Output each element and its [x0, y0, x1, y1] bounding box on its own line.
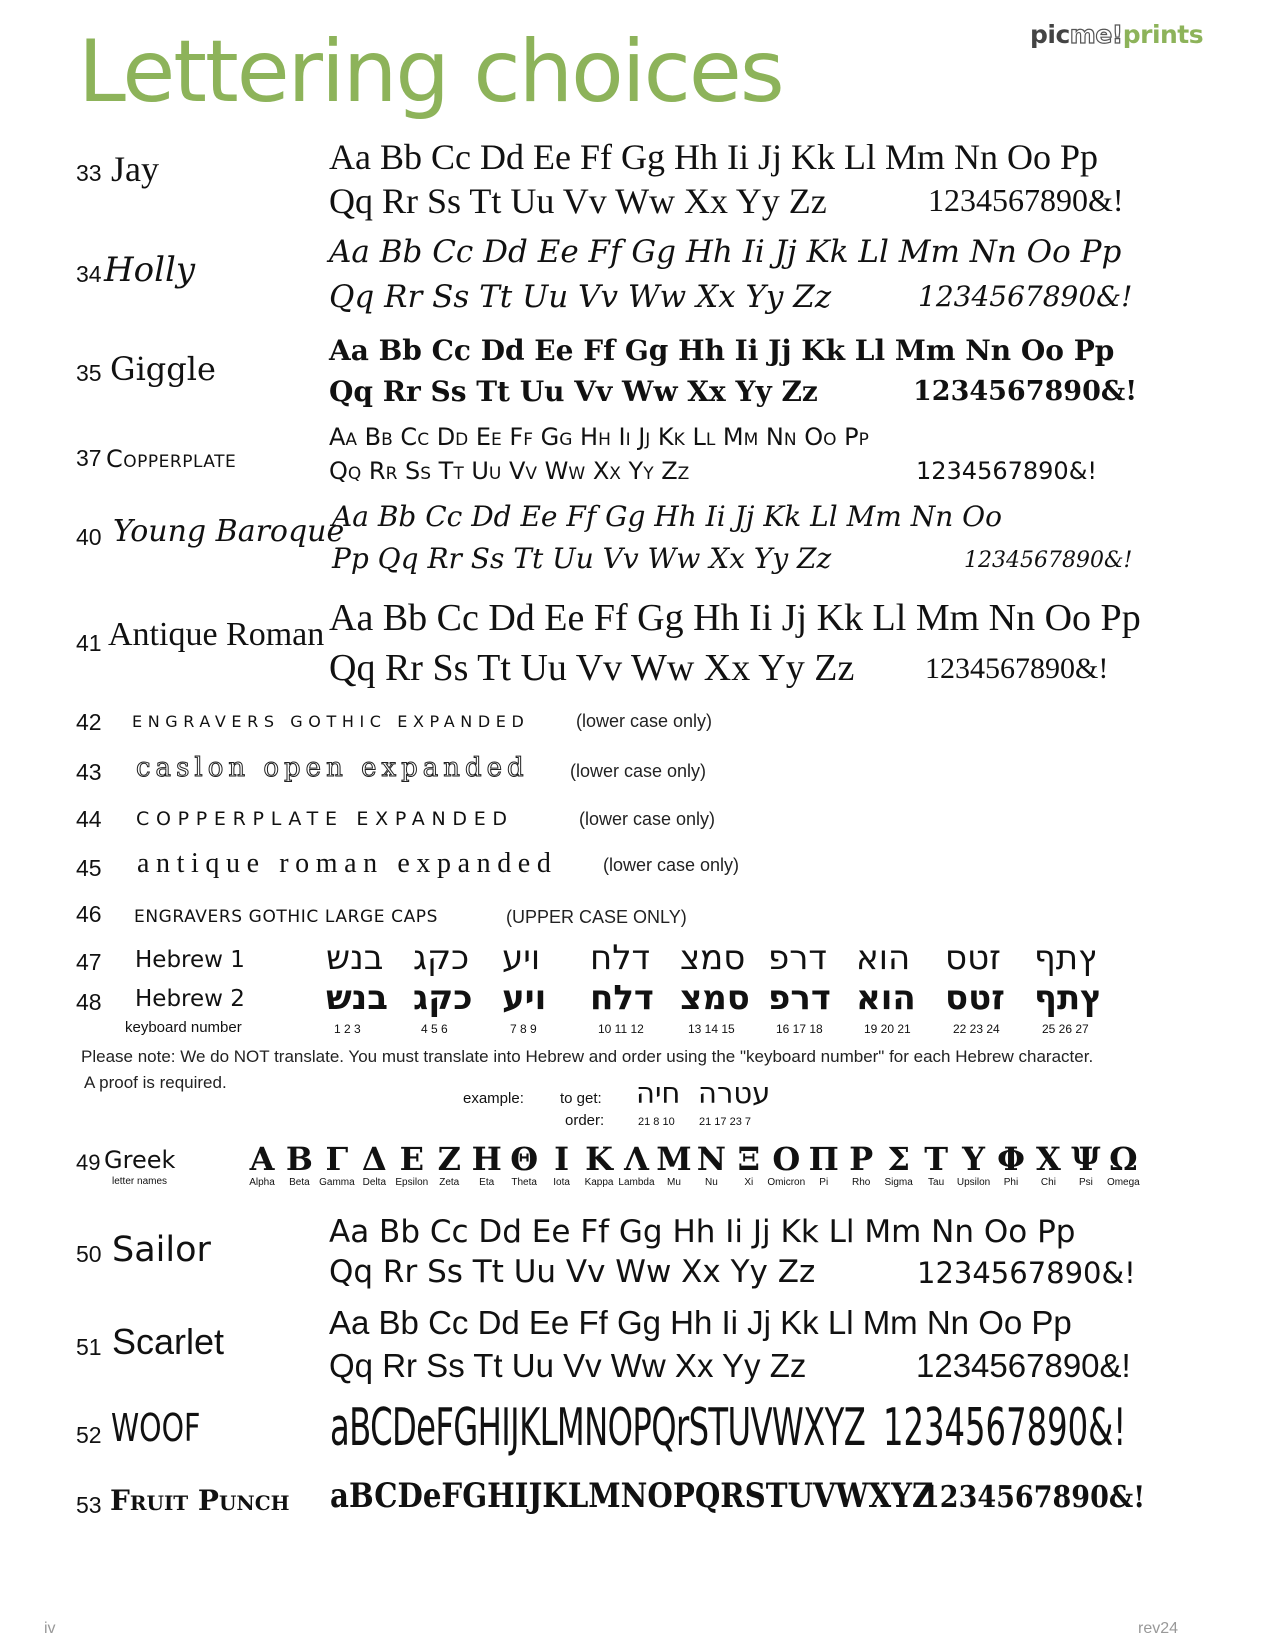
greek-letter: Ρ	[849, 1140, 874, 1178]
font-name: Hebrew 1	[135, 947, 245, 973]
sample-line-1: Aa Bb Cc Dd Ee Ff Gg Hh Ii Jj Kk Ll Mm Nn Oo	[332, 500, 1002, 533]
sample-line-1: Aa Bb Cc Dd Ee Ff Gg Hh Ii Jj Kk Ll Mm Nn Oo Pp	[329, 597, 1141, 639]
font-number: 50	[76, 1241, 102, 1267]
greek-letter-name: Chi	[1040, 1177, 1056, 1188]
greek-letter-name: Epsilon	[395, 1177, 429, 1188]
font-number: 45	[76, 855, 102, 881]
greek-letter-name: Phi	[1003, 1177, 1019, 1188]
greek-letter-name: Alpha	[249, 1177, 275, 1188]
greek-letter: Δ	[361, 1140, 387, 1178]
order-label: order:	[565, 1112, 605, 1129]
keyboard-numbers: 1 2 3	[334, 1022, 361, 1036]
greek-letter-name: Kappa	[584, 1177, 614, 1188]
font-note: (lower case only)	[579, 809, 716, 829]
font-name: ENGRAVERS GOTHIC LARGE CAPS	[134, 907, 439, 927]
font-name: Jay	[111, 149, 159, 189]
greek-letter: Σ	[887, 1140, 910, 1178]
greek-letter-name: Mu	[666, 1177, 681, 1188]
example-hebrew-word: חיה	[636, 1076, 681, 1110]
font-number: 37	[76, 445, 102, 471]
greek-letter: Τ	[924, 1140, 948, 1178]
font-name: Young Baroque	[113, 514, 345, 549]
sample-line-2: Pp Qq Rr Ss Tt Uu Vv Ww Xx Yy Zz	[332, 542, 832, 575]
font-name: ENGRAVERS GOTHIC EXPANDED	[132, 712, 530, 731]
greek-letter-name: Gamma	[319, 1177, 355, 1188]
font-name: caslon open expanded	[136, 753, 529, 783]
greek-letter: Ξ	[737, 1140, 761, 1178]
greek-letter: Χ	[1036, 1140, 1061, 1178]
font-name: Hebrew 2	[135, 986, 245, 1012]
greek-letter-name: Pi	[819, 1177, 829, 1188]
font-name: WOOF	[111, 1406, 201, 1450]
sample-digits: 1234567890&!	[918, 280, 1133, 313]
hebrew-2-group: ויע	[502, 978, 547, 1018]
font-name: Greek	[104, 1146, 176, 1174]
font-note: (lower case only)	[603, 855, 740, 875]
greek-letter-name: Omicron	[767, 1177, 806, 1188]
font-name: Giggle	[110, 350, 216, 388]
greek-letter-name: Zeta	[439, 1177, 460, 1188]
keyboard-numbers: 19 20 21	[864, 1022, 911, 1036]
sample-line-1: aBCDeFGHIJKLMNOPQrSTUVWXYZ	[330, 1398, 866, 1458]
example-hebrew-word: עטרה	[698, 1076, 771, 1110]
sample-digits: 1234567890&!	[964, 548, 1133, 573]
sample-digits: 1234567890&!	[925, 652, 1109, 685]
revision-label: rev24	[1138, 1620, 1179, 1637]
sample-digits: 1234567890&!	[917, 1256, 1136, 1290]
hebrew-1-group: הוא	[856, 938, 911, 978]
hebrew-2-group: סמצ	[680, 978, 750, 1018]
font-name: Copperplate	[106, 445, 237, 473]
font-name: Sailor	[112, 1230, 211, 1270]
sample-line-2: Qq Rr Ss Tt Uu Vv Ww Xx Yy Zz	[329, 1254, 816, 1290]
sample-digits: 1234567890&!	[883, 1398, 1127, 1458]
greek-letter: Ε	[399, 1140, 424, 1178]
greek-letter: Κ	[585, 1140, 613, 1178]
greek-letter: Μ	[656, 1140, 692, 1178]
sample-line-2: Qq Rr Ss Tt Uu Vv Ww Xx Yy Zz	[329, 457, 690, 485]
font-note: (lower case only)	[570, 761, 707, 781]
hebrew-2-group: הוא	[856, 978, 916, 1018]
greek-letter: Β	[285, 1140, 313, 1178]
greek-letter-name: Theta	[511, 1177, 537, 1188]
brand-logo: picme!prints	[1030, 20, 1204, 49]
sample-line-1: Aa Bb Cc Dd Ee Ff Gg Hh Ii Jj Kk Ll Mm Nn Oo Pp	[329, 137, 1098, 177]
hebrew-1-group: סמצ	[680, 938, 746, 978]
font-number: 51	[76, 1334, 102, 1360]
greek-letter-name: Delta	[362, 1177, 387, 1188]
font-number: 44	[76, 806, 102, 832]
greek-letter-name: Rho	[852, 1177, 871, 1188]
sample-digits: 1234567890&!	[921, 1480, 1146, 1515]
hebrew-note: Please note: We do NOT translate. You must translate into Hebrew and order using the "keyboard number" for each Hebrew character.	[81, 1047, 1094, 1066]
keyboard-numbers: 22 23 24	[953, 1022, 1000, 1036]
hebrew-2-group: דרפ	[768, 978, 831, 1018]
keyboard-numbers: 25 26 27	[1042, 1022, 1089, 1036]
font-note: (UPPER CASE ONLY)	[506, 907, 687, 927]
hebrew-2-group: כקג	[413, 978, 473, 1018]
hebrew-1-group: דלח	[590, 938, 651, 978]
greek-letter: Ν	[696, 1140, 727, 1178]
sample-digits: 1234567890&!	[916, 1347, 1131, 1384]
hebrew-1-group: ויע	[502, 938, 541, 978]
font-number: 47	[76, 949, 102, 975]
font-name: Antique Roman	[108, 616, 325, 653]
greek-letter-name: Iota	[553, 1177, 570, 1188]
greek-letter: Ο	[772, 1140, 801, 1178]
sample-line-1: Aa Bb Cc Dd Ee Ff Gg Hh Ii Jj Kk Ll Mm Nn Oo Pp	[329, 423, 869, 451]
keyboard-numbers: 16 17 18	[776, 1022, 823, 1036]
greek-letter-name: Sigma	[884, 1177, 913, 1188]
letter-names-label: letter names	[112, 1176, 168, 1187]
hebrew-1-group: בנש	[326, 938, 384, 978]
font-name: Holly	[104, 250, 196, 290]
sample-line-2: Qq Rr Ss Tt Uu Vv Ww Xx Yy Zz	[329, 1347, 807, 1384]
proof-note: A proof is required.	[84, 1073, 227, 1092]
font-note: (lower case only)	[576, 711, 713, 731]
greek-letter: Η	[471, 1140, 502, 1178]
to-get-label: to get:	[560, 1090, 602, 1107]
greek-letter: Π	[808, 1140, 839, 1178]
greek-letter: Υ	[962, 1140, 985, 1178]
font-number: 49	[76, 1150, 101, 1175]
greek-letter-name: Omega	[1106, 1177, 1140, 1188]
greek-letter-name: Nu	[704, 1177, 718, 1188]
hebrew-2-group: ץתף	[1034, 978, 1103, 1018]
greek-letter: Ι	[554, 1140, 570, 1178]
font-number: 43	[76, 759, 102, 785]
keyboard-numbers: 10 11 12	[598, 1022, 644, 1036]
page-title: Lettering choices	[78, 22, 783, 122]
font-number: 33	[76, 160, 102, 186]
font-name: Scarlet	[112, 1321, 225, 1362]
greek-letter-name: Psi	[1078, 1177, 1093, 1188]
greek-letter: Φ	[997, 1140, 1025, 1178]
sample-line-1: Aa Bb Cc Dd Ee Ff Gg Hh Ii Jj Kk Ll Mm Nn Oo Pp	[329, 1304, 1072, 1341]
hebrew-2-group: דלח	[590, 978, 654, 1018]
font-name: antique roman expanded	[137, 848, 558, 879]
font-number: 53	[76, 1492, 102, 1518]
greek-letter-name: Beta	[289, 1177, 310, 1188]
greek-letter: Ω	[1109, 1140, 1138, 1178]
example-order-numbers: 21 8 10	[638, 1116, 675, 1128]
greek-letter: Ψ	[1071, 1140, 1101, 1178]
font-number: 41	[76, 630, 102, 656]
hebrew-1-group: זטס	[945, 938, 1001, 978]
hebrew-2-group: זטס	[945, 978, 1005, 1018]
font-number: 48	[76, 989, 102, 1015]
example-order-numbers: 21 17 23 7	[699, 1116, 751, 1128]
greek-letter: Θ	[510, 1140, 539, 1178]
sample-line-1: aBCDeFGHIJKLMNOPQRSTUVWXYZ	[330, 1476, 934, 1516]
keyboard-numbers: 7 8 9	[510, 1022, 537, 1036]
greek-letter-name: Eta	[479, 1177, 495, 1188]
font-number: 40	[76, 524, 102, 550]
sample-digits: 1234567890&!	[916, 457, 1098, 485]
font-number: 52	[76, 1422, 102, 1448]
sample-line-1: Aa Bb Cc Dd Ee Ff Gg Hh Ii Jj Kk Ll Mm Nn Oo Pp	[329, 334, 1115, 367]
hebrew-1-group: דרפ	[768, 938, 827, 978]
sample-line-2: Qq Rr Ss Tt Uu Vv Ww Xx Yy Zz	[329, 375, 818, 408]
greek-letter: Λ	[624, 1140, 649, 1178]
font-number: 34	[76, 261, 102, 287]
greek-letter-name: Tau	[928, 1177, 945, 1188]
greek-letter-name: Xi	[744, 1177, 754, 1188]
sample-digits: 1234567890&!	[928, 182, 1124, 218]
keyboard-numbers: 13 14 15	[688, 1022, 735, 1036]
greek-letter: Α	[249, 1140, 275, 1178]
font-name: COPPERPLATE EXPANDED	[136, 808, 514, 830]
font-number: 46	[76, 901, 102, 927]
sample-digits: 1234567890&!	[913, 376, 1138, 407]
sample-line-2: Qq Rr Ss Tt Uu Vv Ww Xx Yy Zz	[329, 279, 832, 315]
sample-line-1: Aa Bb Cc Dd Ee Ff Gg Hh Ii Jj Kk Ll Mm Nn Oo Pp	[329, 234, 1122, 270]
font-number: 42	[76, 709, 102, 735]
hebrew-2-group: בנש	[326, 978, 388, 1018]
example-label: example:	[463, 1090, 524, 1107]
greek-letter: Ζ	[437, 1140, 461, 1178]
sample-line-2: Qq Rr Ss Tt Uu Vv Ww Xx Yy Zz	[329, 181, 827, 221]
keyboard-numbers: 4 5 6	[421, 1022, 448, 1036]
greek-letter-name: Upsilon	[956, 1177, 991, 1188]
hebrew-1-group: ץתף	[1034, 938, 1097, 978]
greek-letter-name: Lambda	[618, 1177, 655, 1188]
keyboard-number-label: keyboard number	[125, 1019, 242, 1036]
page-number: iv	[44, 1620, 56, 1637]
font-name: Fruit Punch	[110, 1484, 290, 1517]
sample-line-2: Qq Rr Ss Tt Uu Vv Ww Xx Yy Zz	[329, 647, 855, 689]
font-number: 35	[76, 360, 102, 386]
greek-letter: Γ	[325, 1140, 349, 1178]
hebrew-1-group: כקג	[413, 938, 470, 978]
sample-line-1: Aa Bb Cc Dd Ee Ff Gg Hh Ii Jj Kk Ll Mm Nn Oo Pp	[329, 1214, 1076, 1250]
